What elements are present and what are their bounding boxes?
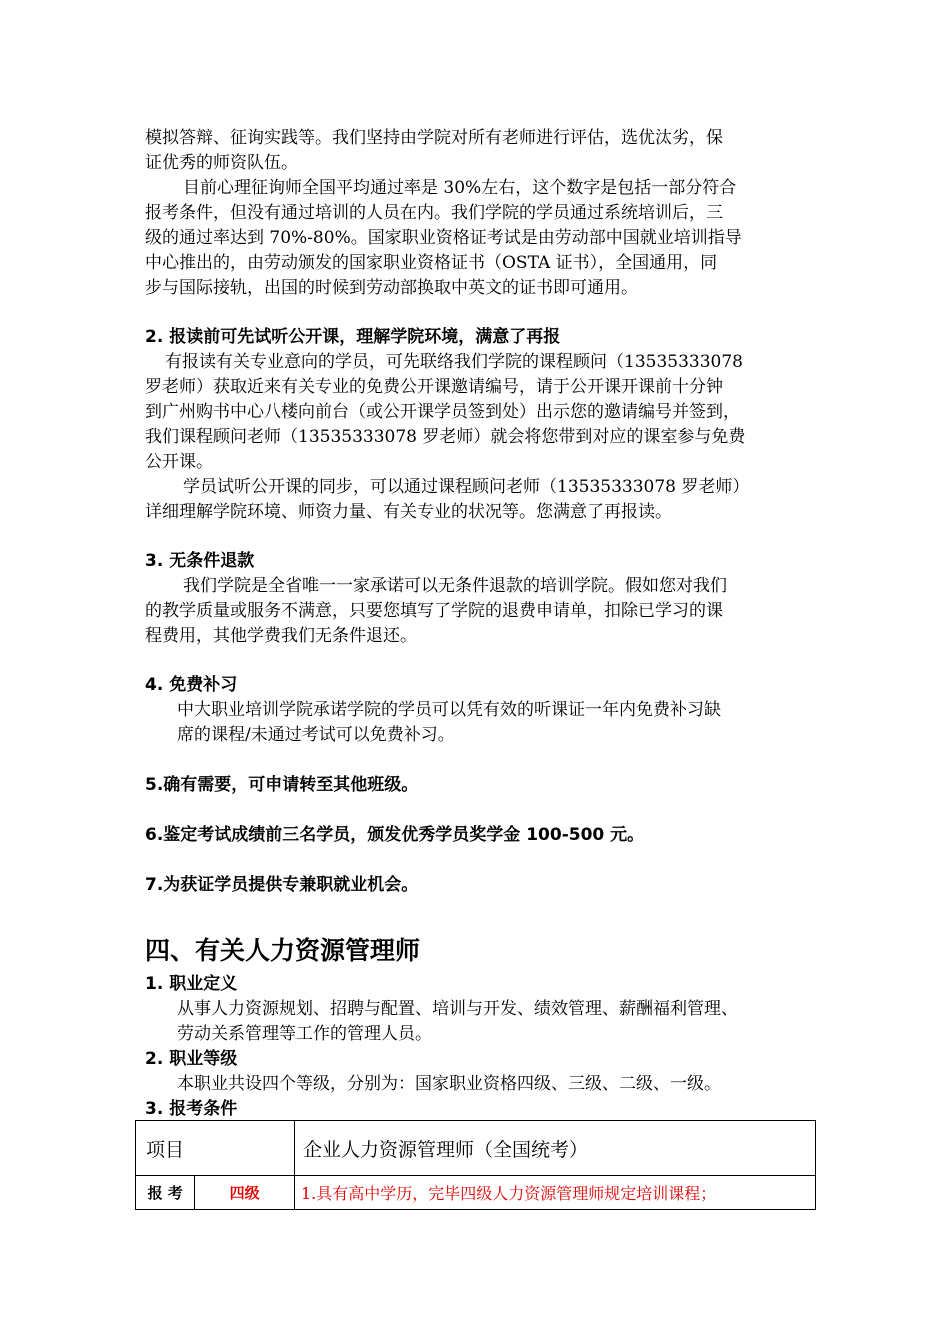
benefit-employment: 7.为获证学员提供专兼职就业机会。 [145, 875, 419, 895]
text-line: 级的通过率达到 70%-80%。国家职业资格证考试是由劳动部中国就业培训指导 [145, 228, 742, 248]
text-line: 模拟答辩、征询实践等。我们坚持由学院对所有老师进行评估，选优汰劣，保 [145, 128, 723, 148]
text-line: 目前心理征询师全国平均通过率是 30%左右，这个数字是包括一部分符合 [183, 178, 737, 198]
sub-heading: 1. 职业定义 [145, 974, 238, 994]
benefit-transfer: 5.确有需要，可申请转至其他班级。 [145, 775, 419, 795]
table-header-title: 企业人力资源管理师（全国统考） [295, 1121, 816, 1176]
text-line: 有报读有关专业意向的学员，可先联络我们学院的课程顾问（13535333078 [165, 352, 743, 372]
text-line: 程费用，其他学费我们无条件退还。 [145, 626, 417, 646]
text-line: 中心推出的，由劳动颁发的国家职业资格证书（OSTA 证书），全国通用，同 [145, 253, 718, 273]
section-heading: 3. 无条件退款 [145, 551, 255, 571]
text-line: 到广州购书中心八楼向前台（或公开课学员签到处）出示您的邀请编号并签到， [145, 402, 740, 422]
text-line: 我们学院是全省唯一一家承诺可以无条件退款的培训学院。假如您对我们 [183, 576, 727, 596]
text-line: 席的课程/未通过考试可以免费补习。 [177, 725, 455, 745]
text-line: 罗老师）获取近来有关专业的免费公开课邀请编号，请于公开课开课前十分钟 [145, 377, 723, 397]
sub-heading: 3. 报考条件 [145, 1099, 238, 1119]
text-line: 中大职业培训学院承诺学院的学员可以凭有效的听课证一年内免费补习缺 [177, 700, 721, 720]
section-title: 四、有关人力资源管理师 [145, 936, 421, 965]
table-header-row [136, 1121, 816, 1176]
table-row [136, 1176, 816, 1210]
text-line: 步与国际接轨，出国的时候到劳动部换取中英文的证书即可通用。 [145, 278, 638, 298]
text-line: 公开课。 [145, 452, 213, 472]
text-line: 本职业共设四个等级，分别为：国家职业资格四级、三级、二级、一级。 [177, 1074, 721, 1094]
text-line: 我们课程顾问老师（13535333078 罗老师）就会将您带到对应的课室参与免费 [145, 427, 746, 447]
table-header-item: 项目 [136, 1121, 295, 1176]
benefit-scholarship: 6.鉴定考试成绩前三名学员，颁发优秀学员奖学金 100-500 元。 [145, 825, 645, 845]
sub-heading: 2. 职业等级 [145, 1049, 238, 1069]
section-heading: 4. 免费补习 [145, 675, 238, 695]
text-line: 学员试听公开课的同步，可以通过课程顾问老师（13535333078 罗老师） [183, 477, 750, 497]
table-row-requirement: 1.具有高中学历，完毕四级人力资源管理师规定培训课程； [295, 1176, 816, 1210]
text-line: 详细理解学院环境、师资力量、有关专业的状况等。您满意了再报读。 [145, 502, 672, 522]
text-line: 报考条件，但没有通过培训的人员在内。我们学院的学员通过系统培训后，三 [145, 203, 723, 223]
text-line: 证优秀的师资队伍。 [145, 153, 298, 173]
text-line: 劳动关系管理等工作的管理人员。 [177, 1024, 432, 1044]
table-row-label: 报 考 [136, 1176, 195, 1210]
text-line: 从事人力资源规划、招聘与配置、培训与开发、绩效管理、薪酬福利管理、 [177, 999, 738, 1019]
section-heading: 2. 报读前可先试听公开课，理解学院环境，满意了再报 [145, 327, 561, 347]
text-line: 的教学质量或服务不满意，只要您填写了学院的退费申请单，扣除已学习的课 [145, 601, 723, 621]
table-row-level: 四级 [195, 1176, 295, 1210]
requirements-table [135, 1120, 816, 1210]
